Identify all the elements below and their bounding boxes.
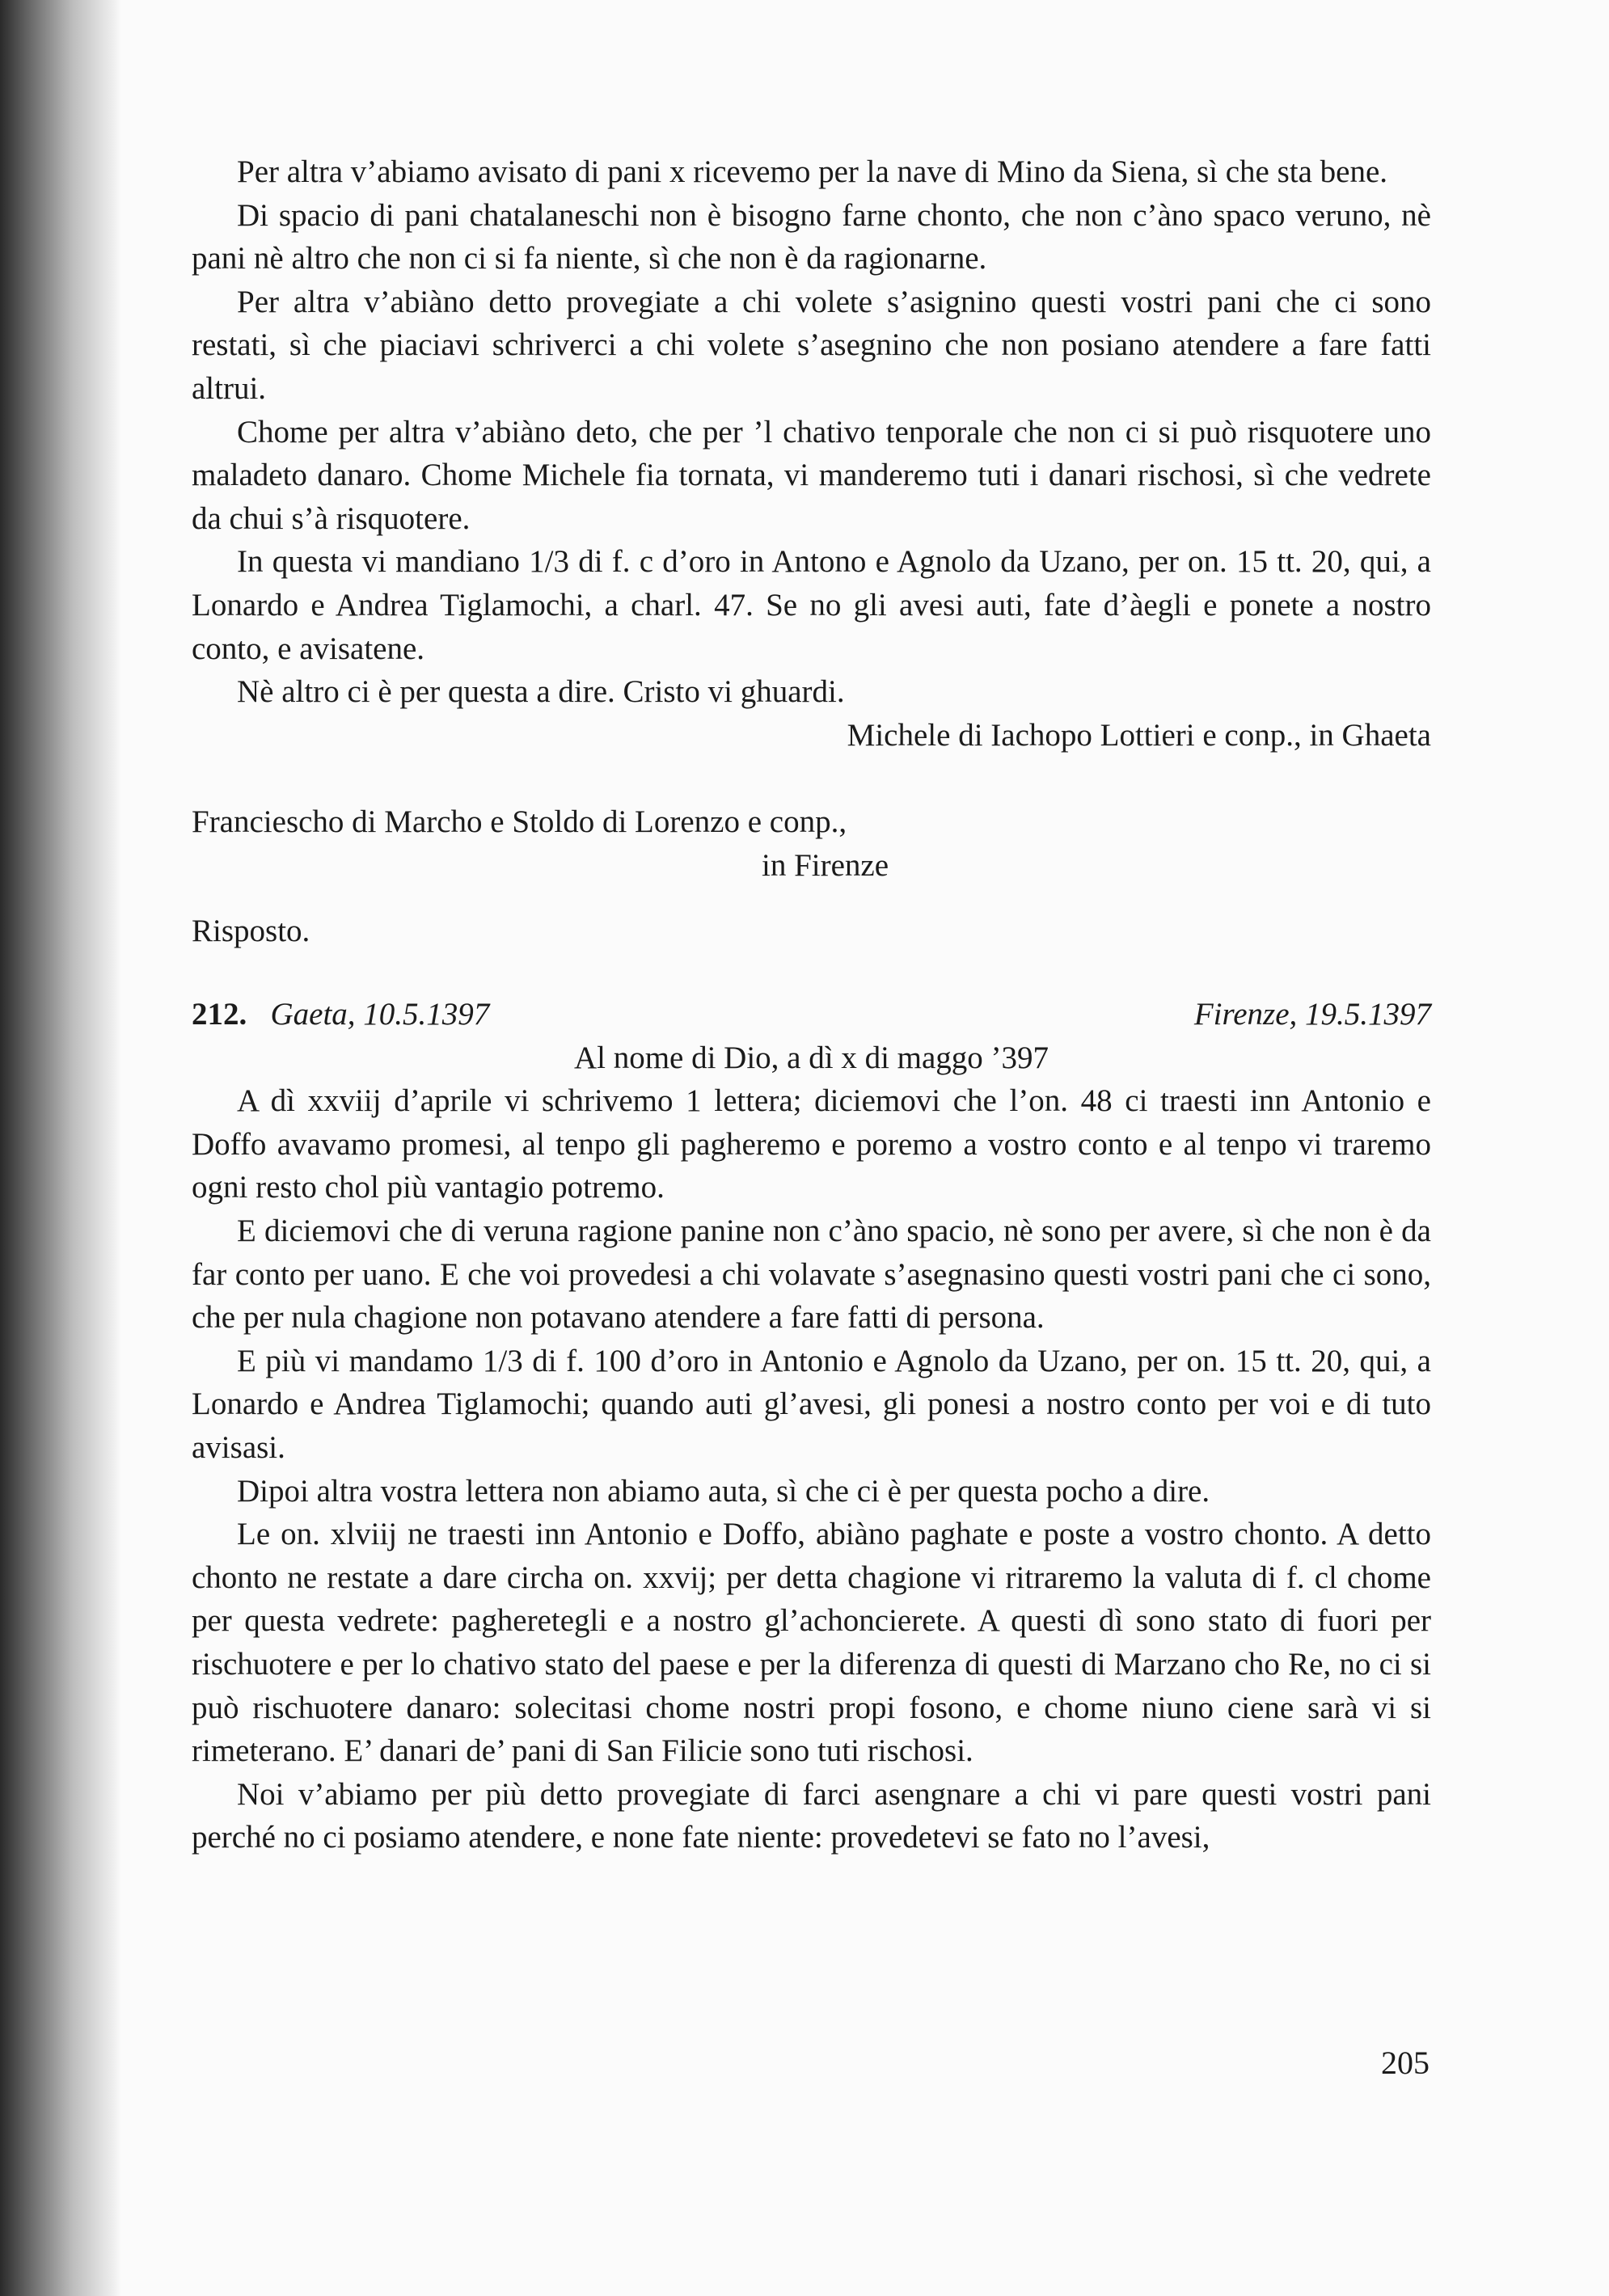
document-destination-date: Firenze, 19.5.1397	[1193, 997, 1431, 1032]
page-number: 205	[1381, 2045, 1430, 2081]
paragraph: Per altra v’abiamo avisato di pani x ricevemo per la nave di Mino da Siena, sì che sta bene.	[237, 154, 1388, 189]
paragraph: Le on. xlviij ne traesti inn Antonio e Doffo, abiàno paghate e poste a vostro chonto. A detto chonto ne restate a dare circha on. xxvij; per detta chagione vi ritraremo la valuta di f. cl chome per questa vedrete: pagheretegli e a nostro gl’achoncierete. A questi dì sono stato di fuori per rischuotere e per lo chativo stato del paese e per la diferenza di questi di Marzano cho Re, no ci si può rischuotere danaro: solecitasi chome nostri propi fosono, e chome niuno ciene sarà vi si rimeterano. E’ danari de’ pani di San Filicie sono tuti rischosi.	[192, 1517, 1431, 1769]
paragraph: Nè altro ci è per questa a dire. Cristo vi ghuardi.	[237, 674, 845, 710]
letter-risposto: Risposto.	[192, 913, 310, 948]
paragraph: A dì xxviij d’aprile vi schrivemo 1 lettera; diciemovi che l’on. 48 ci traesti inn Antonio e Doffo avavamo promesi, al tenpo gli pagheremo e poremo a vostro conto e al tenpo vi traremo ogni resto chol più vantagio potremo.	[192, 1083, 1431, 1205]
paragraph: E diciemovi che di veruna ragione panine non c’àno spacio, nè sono per avere, sì che non è da far conto per uano. E che voi provedesi a chi volavate s’asegnasino questi vostri pani che ci sono, che per nula chagione non potavano atendere a fare fatti di persona.	[192, 1213, 1431, 1336]
document-number: 212.	[192, 997, 247, 1032]
book-gutter-shadow	[0, 0, 121, 2296]
paragraph: Dipoi altra vostra lettera non abiamo auta, sì che ci è per questa pocho a dire.	[237, 1473, 1210, 1509]
paragraph: Noi v’abiamo per più detto provegiate di farci asengnare a chi vi pare questi vostri pani perché no ci posiamo atendere, e none fate niente: provedetevi se fato no l’avesi,	[192, 1776, 1431, 1855]
letter-address-line-2: in Firenze	[762, 847, 889, 883]
paragraph: E più vi mandamo 1/3 di f. 100 d’oro in Antonio e Agnolo da Uzano, per on. 15 tt. 20, qui, a Lonardo e Andrea Tiglamochi; quando auti gl’avesi, gli ponesi a nostro conto per voi e di tuto avisasi.	[192, 1343, 1431, 1466]
paragraph: In questa vi mandiano 1/3 di f. c d’oro in Antono e Agnolo da Uzano, per on. 15 tt. 20, qui, a Lonardo e Andrea Tiglamochi, a charl. 47. Se no gli avesi auti, fate d’àegli e ponete a nostro conto, e avisatene.	[192, 544, 1431, 666]
document-heading-left	[192, 993, 489, 1036]
letter-invocation: Al nome di Dio, a dì x di maggo ’397	[573, 1040, 1049, 1075]
document-origin-date: Gaeta, 10.5.1397	[270, 997, 490, 1032]
page-body	[192, 150, 1431, 1859]
letter-address-line-1: Franciescho di Marcho e Stoldo di Lorenzo e conp.,	[192, 804, 847, 840]
document-header	[192, 993, 1431, 1036]
paragraph: Di spacio di pani chatalaneschi non è bisogno farne chonto, che non c’àno spaco veruno, nè pani nè altro che non ci si fa niente, sì che non è da ragionarne.	[192, 197, 1431, 276]
paragraph: Chome per altra v’abiàno deto, che per ’l chativo tenporale che non ci si può risquotere uno maladeto danaro. Chome Michele fia tornata, vi manderemo tuti i danari rischosi, sì che vedrete da chui s’à risquotere.	[192, 414, 1431, 536]
letter-signature: Michele di Iachopo Lottieri e conp., in Ghaeta	[847, 717, 1431, 753]
paragraph: Per altra v’abiàno detto provegiate a chi volete s’asignino questi vostri pani che ci sono restati, sì che piaciavi schriverci a chi volete s’asegnino che non posiano atendere a fare fatti altrui.	[192, 284, 1431, 406]
